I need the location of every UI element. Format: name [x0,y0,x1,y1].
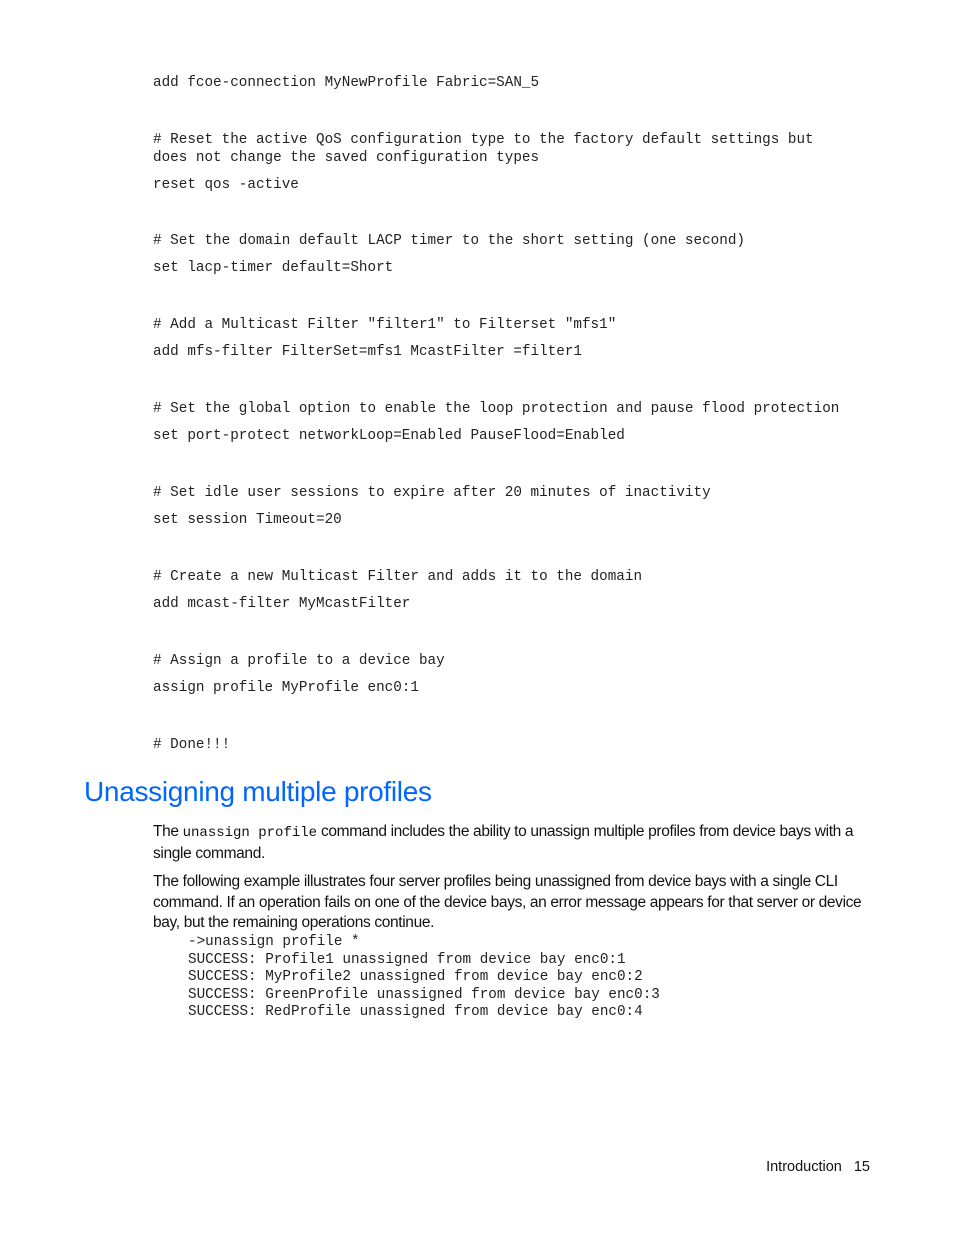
code-command: assign profile MyProfile enc0:1 [153,680,419,696]
code-command: reset qos -active [153,177,299,193]
code-comment: # Set the global option to enable the loop protection and pause flood protection [153,401,840,417]
code-comment: # Assign a profile to a device bay [153,653,445,669]
footer-section: Introduction [766,1159,842,1175]
code-comment: # Set idle user sessions to expire after 20 minutes of inactivity [153,485,711,501]
example-paragraph: The following example illustrates four server profiles being unassigned from device bays with a single CLI command. If an operation fails on one of the device bays, an error message appears for that server or device bay, but the remaining operations continue. [153,873,862,931]
para-text: The [153,823,183,840]
code-comment: # Create a new Multicast Filter and adds it to the domain [153,569,643,585]
code-command: set session Timeout=20 [153,512,342,528]
section-heading: Unassigning multiple profiles [84,776,432,807]
code-comment: # Set the domain default LACP timer to the short setting (one second) [153,233,745,249]
page-footer [766,1159,870,1175]
code-command: add mfs-filter FilterSet=mfs1 McastFilter =filter1 [153,344,582,360]
code-command: add fcoe-connection MyNewProfile Fabric=SAN_5 [153,75,540,91]
code-comment: # Reset the active QoS configuration type to the factory default settings but does not change the saved configuration types [153,132,814,166]
code-comment: # Add a Multicast Filter "filter1" to Filterset "mfs1" [153,317,617,333]
code-command: set port-protect networkLoop=Enabled PauseFlood=Enabled [153,428,625,444]
code-command: add mcast-filter MyMcastFilter [153,596,411,612]
page-number: 15 [853,1159,870,1175]
example-output: ->unassign profile * SUCCESS: Profile1 unassigned from device bay enc0:1 SUCCESS: MyProfile2 unassigned from device bay enc0:2 SUCCESS: GreenProfile unassigned from device bay enc0:3 SUCCESS: RedProfile unassigned from device bay enc0:4 [188,934,660,1020]
code-command: set lacp-timer default=Short [153,260,394,276]
code-comment: # Done!!! [153,737,231,753]
para-text: command includes the ability to unassign multiple profiles from device bays with a single command. [153,823,854,862]
inline-command: unassign profile [182,825,318,841]
intro-paragraph [153,822,873,864]
